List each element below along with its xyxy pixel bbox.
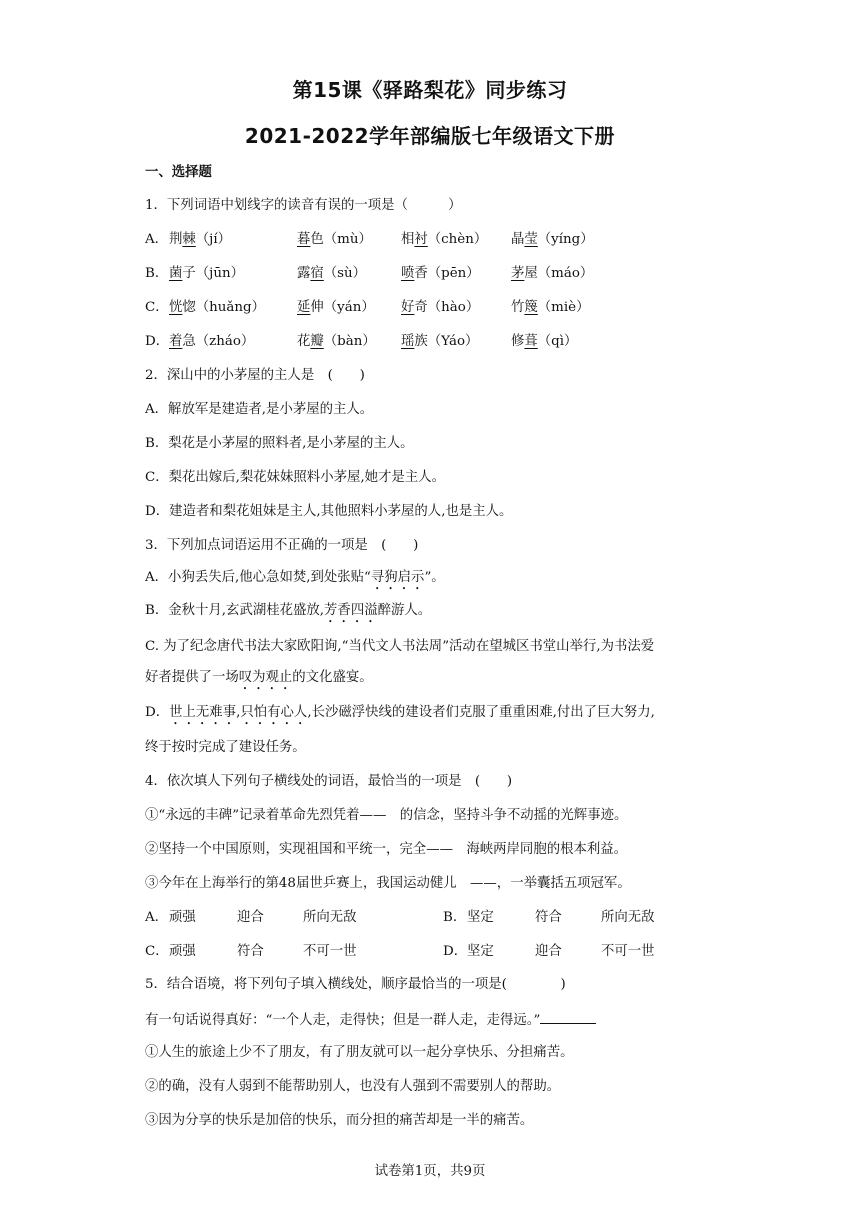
- option-word: [169, 264, 244, 284]
- question-1-stem: 1．下列词语中划线字的读音有误的一项是（ ）: [145, 198, 462, 213]
- question-3-option-c-line2: [145, 668, 373, 693]
- underlined-char: 喷: [401, 266, 415, 281]
- word-text: 香（pēn）: [414, 266, 480, 281]
- option-text: D．: [145, 705, 170, 720]
- option-word: [297, 230, 372, 250]
- option-word: [297, 264, 366, 284]
- underlined-char: 菌: [169, 266, 183, 281]
- option-text: ”。: [424, 570, 445, 585]
- word-text: （yíng）: [537, 232, 594, 247]
- word-text: 惚（huǎng）: [182, 300, 265, 315]
- word-text: 荆: [169, 232, 183, 247]
- option-text: B．金秋十月,玄武湖桂花盛放,: [145, 603, 325, 618]
- word-text: 屋（máo）: [524, 266, 594, 281]
- underlined-char: 棘: [182, 232, 196, 247]
- option-word: 迎合: [535, 944, 562, 959]
- underlined-char: 着: [169, 334, 183, 349]
- option-word: 符合: [237, 944, 264, 959]
- word-text: 伸（yán）: [310, 300, 375, 315]
- option-label: A．: [145, 910, 169, 925]
- word-text: 子（jūn）: [182, 266, 244, 281]
- word-text: 花: [297, 334, 311, 349]
- question-5-sentence-3: ③因为分享的快乐是加倍的快乐，而分担的痛苦却是一半的痛苦。: [145, 1113, 534, 1128]
- word-text: （jí）: [195, 232, 231, 247]
- question-3-option-a: [145, 568, 445, 593]
- option-word: [169, 332, 254, 352]
- option-word: 顽强: [169, 910, 196, 925]
- option-word: 顽强: [169, 944, 196, 959]
- option-word: [401, 264, 480, 284]
- option-word: [511, 230, 594, 250]
- option-word: [297, 332, 376, 352]
- dotted-phrase: 世上无难事,只怕有心人: [169, 705, 308, 720]
- underlined-char: 衬: [414, 232, 428, 247]
- option-label: C．: [145, 944, 169, 959]
- dotted-phrase: 芳香四溢: [324, 603, 378, 618]
- question-4-sentence-2: ②坚持一个中国原则，实现祖国和平统一，完全—— 海峡两岸同胞的根本利益。: [145, 842, 628, 857]
- option-word: 不可一世: [303, 944, 357, 959]
- word-text: 奇（hào）: [414, 300, 480, 315]
- question-2-option-b: B．梨花是小茅屋的照料者,是小茅屋的主人。: [145, 436, 414, 451]
- option-label: D．: [443, 944, 468, 959]
- option-word: 所向无敌: [303, 910, 357, 925]
- underlined-char: 好: [401, 300, 415, 315]
- option-text: 醉游人。: [377, 603, 432, 618]
- question-4-stem: 4．依次填人下列句子横线处的词语，最恰当的一项是 ( ): [145, 774, 513, 789]
- answer-blank: [540, 1009, 596, 1024]
- option-word: [401, 230, 487, 250]
- underlined-char: 延: [297, 300, 311, 315]
- option-text: A．小狗丢失后,他心急如焚,到处张贴“: [145, 570, 371, 585]
- word-text: （chèn）: [427, 232, 488, 247]
- page-subtitle: 2021-2022学年部编版七年级语文下册: [244, 124, 616, 148]
- word-text: （bàn）: [323, 334, 376, 349]
- underlined-char: 瓣: [310, 334, 324, 349]
- option-text: 好者提供了一场: [145, 670, 239, 685]
- question-4-sentence-3: ③今年在上海举行的第48届世乒赛上，我国运动健儿 ——，一举囊括五项冠军。: [145, 876, 631, 891]
- question-2-option-d: D．建造者和梨花姐妹是主人,其他照料小茅屋的人,也是主人。: [145, 504, 513, 519]
- underlined-char: 葺: [524, 334, 538, 349]
- option-label: B．: [145, 266, 169, 281]
- option-word: [401, 298, 479, 318]
- dotted-phrase: 叹为观止: [238, 670, 293, 685]
- option-text: ,长沙磁浮快线的建设者们克服了重重困难,付出了巨大努力,: [307, 705, 655, 720]
- option-text: 的文化盛宴。: [292, 670, 373, 685]
- option-word: 不可一世: [601, 944, 655, 959]
- dotted-phrase: 寻狗启示: [370, 570, 425, 585]
- underlined-char: 瑶: [401, 334, 415, 349]
- option-label: A．: [145, 232, 169, 247]
- question-3-stem: 3．下列加点词语运用不正确的一项是 ( ): [145, 538, 419, 553]
- question-5-sentence-1: ①人生的旅途上少不了朋友，有了朋友就可以一起分享快乐、分担痛苦。: [145, 1045, 574, 1060]
- word-text: 露: [297, 266, 311, 281]
- option-label: C．: [145, 300, 169, 315]
- question-3-option-d-line1: [145, 703, 655, 728]
- underlined-char: 茅: [511, 266, 525, 281]
- option-word: 坚定: [467, 910, 494, 925]
- option-word: 坚定: [467, 944, 494, 959]
- page-title: 第15课《驿路梨花》同步练习: [292, 78, 568, 102]
- question-2-stem: 2．深山中的小茅屋的主人是 ( ): [145, 368, 365, 383]
- word-text: 族（Yáo）: [414, 334, 479, 349]
- question-3-option-c-line1: C. 为了纪念唐代书法大家欧阳询,“当代文人书法周”活动在望城区书堂山举行,为书法爱: [145, 639, 655, 654]
- section-heading: 一、选择题: [145, 165, 212, 180]
- page-footer: 试卷第1页，共9页: [374, 1164, 486, 1179]
- option-label: B．: [443, 910, 467, 925]
- word-text: 修: [511, 334, 525, 349]
- option-word: [511, 332, 577, 352]
- question-5-sentence-2: ②的确，没有人弱到不能帮助别人，也没有人强到不需要别人的帮助。: [145, 1079, 561, 1094]
- question-4-sentence-1: ①“永远的丰碑”记录着革命先烈凭着—— 的信念，坚持斗争不动摇的光辉事迹。: [145, 808, 628, 823]
- underlined-char: 莹: [524, 232, 538, 247]
- word-text: 晶: [511, 232, 525, 247]
- word-text: 竹: [511, 300, 525, 315]
- option-word: [297, 298, 375, 318]
- question-5-quote: [145, 1009, 596, 1031]
- question-3-option-d-line2: 终于按时完成了建设任务。: [145, 740, 306, 755]
- option-word: [511, 264, 593, 284]
- word-text: （qì）: [537, 334, 578, 349]
- quote-text: 有一句话说得真好：“一个人走，走得快；但是一群人走，走得远。”: [145, 1013, 541, 1028]
- word-text: 急（zháo）: [182, 334, 255, 349]
- word-text: 相: [401, 232, 415, 247]
- option-word: 所向无敌: [601, 910, 655, 925]
- question-2-option-c: C．梨花出嫁后,梨花妹妹照料小茅屋,她才是主人。: [145, 470, 445, 485]
- question-3-option-b: [145, 601, 431, 626]
- option-word: [401, 332, 478, 352]
- option-label: D．: [145, 334, 170, 349]
- option-word: 迎合: [237, 910, 264, 925]
- word-text: （sù）: [323, 266, 367, 281]
- underlined-char: 宿: [310, 266, 324, 281]
- word-text: （miè）: [537, 300, 590, 315]
- underlined-char: 恍: [169, 300, 183, 315]
- question-5-stem: 5．结合语境，将下列句子填入横线处，顺序最恰当的一项是( ): [145, 977, 566, 992]
- option-word: [169, 298, 265, 318]
- option-word: [169, 230, 231, 250]
- option-word: [511, 298, 589, 318]
- option-word: 符合: [535, 910, 562, 925]
- underlined-char: 暮: [297, 232, 311, 247]
- word-text: 色（mù）: [310, 232, 372, 247]
- underlined-char: 篾: [524, 300, 538, 315]
- question-2-option-a: A．解放军是建造者,是小茅屋的主人。: [145, 402, 374, 417]
